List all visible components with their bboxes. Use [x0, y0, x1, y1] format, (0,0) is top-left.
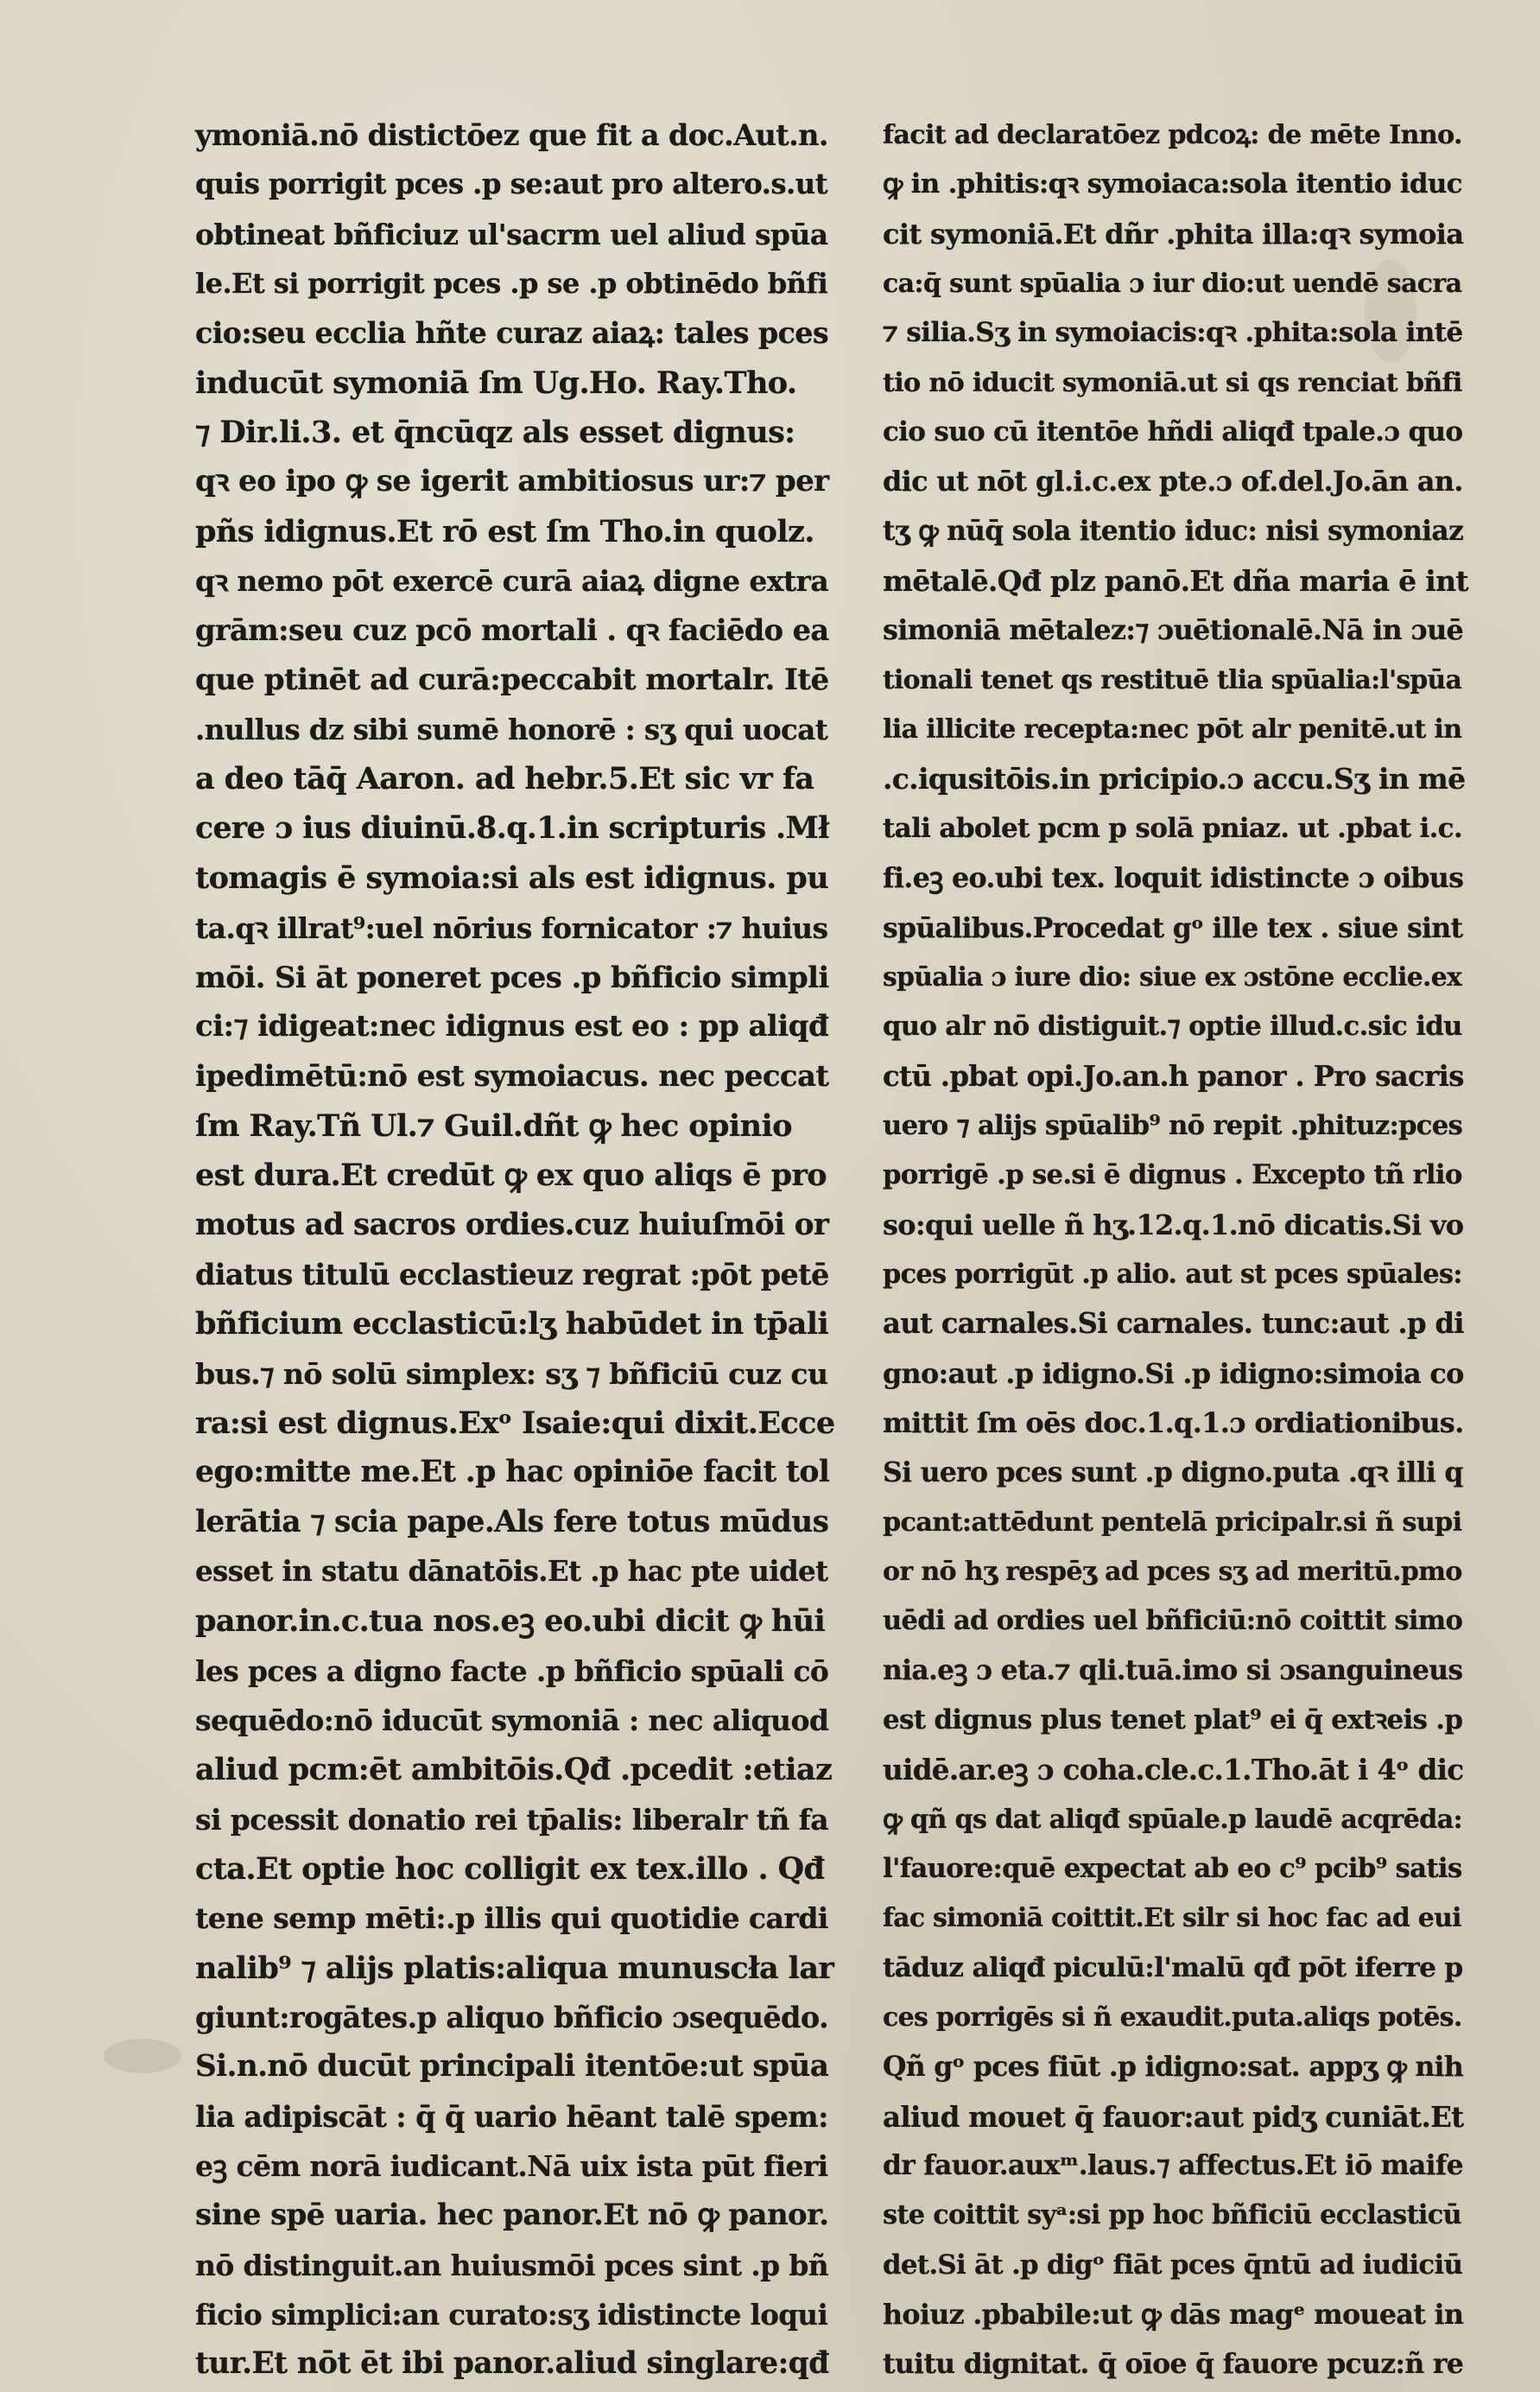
text-line: tāduz aliqđ piculū:l'malū qđ pōt iferre p	[883, 1951, 1463, 1983]
text-line: est dignus plus tenet plat⁹ ei q̄ extꝛeis .p	[883, 1704, 1463, 1735]
text-line: tali abolet pcm p solā pniaz. ut .pbat i.c.	[883, 812, 1463, 844]
text-line: quis porrigit pces .p se:aut pro altero.s.ut	[195, 168, 827, 201]
text-line: so:qui uelle ñ hʒ.12.q.1.nō dicatis.Si vo	[883, 1208, 1464, 1241]
text-line: det.Si āt .p digᵒ fiāt pces q̄ntū ad iudiciū	[883, 2249, 1463, 2281]
text-line: cere ɔ ius diuinū.8.q.1.in scripturis .Mł	[195, 810, 829, 846]
text-line: ctū .pbat opi.Jo.an.h panor . Pro sacris	[883, 1059, 1464, 1093]
text-line: ra:si est dignus.Exᵒ Isaie:qui dixit.Ecce	[195, 1405, 835, 1441]
text-line: a deo tāq̄ Aaron. ad hebr.5.Et sic vr fa	[195, 761, 814, 797]
text-line: tʒ ꝙ nūq̄ sola itentio iduc: nisi symoniaz	[883, 515, 1464, 547]
text-line: porrigē .p se.si ē dignus . Excepto tñ rlio	[883, 1159, 1462, 1191]
text-line: lia adipiscāt : q̄ q̄ uario hēant talē spem:	[195, 2099, 828, 2134]
text-line: nō distinguit.an huiusmōi pces sint .p bñ	[195, 2248, 829, 2282]
text-line: pces porrigūt .p alio. aut st pces spūales:	[883, 1258, 1462, 1290]
text-line: ste coittit syᵃ:si pp hoc bñficiū ecclasticū	[883, 2199, 1461, 2231]
text-line: bus.⁊ nō solū simplex: sʒ ⁊ bñficiū cuz cu	[195, 1356, 828, 1391]
text-line: que ptinēt ad curā:peccabit mortalr. Itē	[195, 662, 829, 697]
text-line: dr fauor.auxᵐ.laus.⁊ affectus.Et iō maife	[883, 2150, 1463, 2182]
text-line: uēdi ad ordies uel bñficiū:nō coittit simo	[883, 1605, 1463, 1637]
text-line: inducūt symoniā ſm Ug.Ho. Ray.Tho.	[195, 365, 797, 401]
text-line: lia illicite recepta:nec pōt alr penitē.ut in	[883, 714, 1462, 746]
right-text-column	[883, 111, 1470, 2381]
text-line: ꝙ in .phitis:qꝛ symoiaca:sola itentio iduc	[883, 168, 1462, 200]
text-line: nia.eꝫ ɔ eta.⁊ qli.tuā.imo si ɔsanguineus	[883, 1654, 1463, 1686]
text-line: mōi. Si āt poneret pces .p bñficio simpli	[195, 959, 829, 994]
text-line: ta.qꝛ illrat⁹:uel nōrius fornicator :⁊ huius	[195, 910, 828, 945]
paper-stain	[104, 2039, 181, 2073]
text-line: aliud mouet q̄ fauor:aut pidʒ cuniāt.Et	[883, 2099, 1464, 2134]
text-line: tomagis ē symoia:si als est idignus. pu	[195, 860, 829, 897]
text-line: hoiuz .pbabile:ut ꝙ dās magᵉ moueat in	[883, 2299, 1464, 2332]
text-line: fi.eꝫ eo.ubi tex. loquit idistincte ɔ oibus	[883, 862, 1464, 895]
text-line: giunt:rogātes.p aliquo bñficio ɔsequēdo.	[195, 2001, 829, 2035]
text-line: aliud pcm:ēt ambitōis.Qđ .pcedit :etiaz	[195, 1752, 833, 1788]
text-line: ⁊ Dir.li.3. et q̄ncūqz als esset dignus:	[195, 415, 795, 451]
text-line: or nō hʒ respēʒ ad pces sʒ ad meritū.pmo	[883, 1556, 1462, 1587]
text-line: tuitu dignitat. q̄ oīoe q̄ fauore pcuz:ñ re	[883, 2348, 1464, 2381]
text-line: cio suo cū itentōe hñdi aliqđ tpale.ɔ quo	[883, 416, 1463, 448]
text-line: est dura.Et credūt ꝙ ex quo aliqs ē pro	[195, 1158, 827, 1194]
text-line: tio nō iducit symoniā.ut si qs renciat bñfi	[883, 367, 1462, 398]
text-line: grām:seu cuz pcō mortali . qꝛ faciēdo ea	[195, 612, 829, 648]
text-line: quo alr nō distiguit.⁊ optie illud.c.sic idu	[883, 1011, 1462, 1043]
text-line: lerātia ⁊ scia pape.Als fere totus mūdus	[195, 1504, 829, 1539]
text-line: si pcessit donatio rei tp̄alis: liberalr tñ fa	[195, 1802, 828, 1837]
text-line: ⁊ silia.Sʒ in symoiacis:qꝛ .phita:sola intē	[883, 317, 1463, 349]
text-line: ſm Ray.Tñ Ul.⁊ Guil.dñt ꝙ hec opinio	[195, 1107, 792, 1144]
text-line: motus ad sacros ordies.cuz huiuſmōi or	[195, 1207, 829, 1242]
text-line: eꝫ cēm norā iudicant.Nā uix ista pūt fieri	[195, 2149, 828, 2184]
text-line: tur.Et nōt ēt ibi panor.aliud singlare:qđ	[195, 2346, 829, 2382]
text-line: ipedimētū:nō est symoiacus. nec peccat	[195, 1058, 829, 1094]
text-line: cit symoniā.Et dñr .phita illa:qꝛ symoia	[883, 217, 1464, 251]
text-line: diatus titulū ecclastieuz regrat :pōt petē	[195, 1257, 829, 1291]
text-line: esset in statu dānatōis.Et .p hac pte uidet	[195, 1554, 828, 1588]
text-line: .nullus dz sibi sumē honorē : sʒ qui uocat	[195, 713, 828, 747]
text-line: nalib⁹ ⁊ alijs platis:aliqua munuscła lar	[195, 1950, 834, 1986]
text-line: Si uero pces sunt .p digno.puta .qꝛ illi q	[883, 1456, 1463, 1489]
text-line: dic ut nōt gl.i.c.ex pte.ɔ of.del.Jo.ān an.	[883, 465, 1463, 498]
text-line: ces porrigēs si ñ exaudit.puta.aliqs potēs.	[883, 2002, 1462, 2034]
text-line: ci:⁊ idigeat:nec idignus est eo : pp aliqđ	[195, 1009, 829, 1044]
text-line: ymoniā.nō distictōez que fit a doc.Aut.n.	[195, 118, 828, 152]
text-line: ego:mitte me.Et .p hac opiniōe facit tol	[195, 1455, 830, 1490]
text-line: ꝙ qñ qs dat aliqđ spūale.p laudē acqrēda:	[883, 1804, 1462, 1835]
text-line: sine spē uaria. hec panor.Et nō ꝙ panor.	[195, 2198, 829, 2233]
text-line: cio:seu ecclia hñte curaz aiaꝝ: tales pces	[195, 316, 829, 351]
text-line: ca:q̄ sunt spūalia ɔ iur dio:ut uendē sacra	[883, 269, 1462, 300]
left-text-column	[195, 111, 836, 2382]
text-line: ficio simplici:an curato:sʒ idistincte loqui	[195, 2298, 828, 2332]
text-line: qꝛ nemo pōt exercē curā aiaꝝ digne extra	[195, 564, 829, 599]
text-line: aut carnales.Si carnales. tunc:aut .p di	[883, 1307, 1464, 1341]
text-line: uero ⁊ alijs spūalib⁹ nō repit .phituz:pces	[883, 1109, 1463, 1141]
text-line: les pces a digno facte .p bñficio spūali cō	[195, 1653, 829, 1688]
text-line: gno:aut .p idigno.Si .p idigno:simoia co	[883, 1356, 1464, 1390]
text-line: tionali tenet qs restituē tlia spūalia:l'spūa	[883, 664, 1462, 695]
text-line: simoniā mētalez:⁊ ɔuētionalē.Nā in ɔuē	[883, 613, 1464, 647]
text-line: uidē.ar.eꝫ ɔ coha.cle.c.1.Tho.āt i 4ᵒ dic	[883, 1753, 1464, 1787]
text-line: .c.iqusitōis.in pricipio.ɔ accu.Sʒ in mē	[883, 762, 1466, 796]
text-line: bñficium ecclasticū:lʒ habūdet in tp̄ali	[195, 1306, 829, 1342]
text-line: panor.in.c.tua nos.eꝫ eo.ubi dicit ꝙ hūi	[195, 1603, 826, 1640]
text-line: mittit ſm oēs doc.1.q.1.ɔ ordiationibus.	[883, 1405, 1464, 1439]
text-line: obtineat bñficiuz ul'sacrm uel aliud spūa	[195, 217, 828, 251]
text-line: spūalia ɔ iure dio: siue ex ɔstōne ecclie.ex	[883, 961, 1462, 993]
text-line: Si.n.nō ducūt principali itentōe:ut spūa	[195, 2049, 829, 2084]
text-line: Qñ gᵒ pces fiūt .p idigno:sat. appʒ ꝙ nih	[883, 2051, 1464, 2084]
text-line: tene semp mēti:.p illis qui quotidie cardi	[195, 1901, 828, 1936]
text-line: fac simoniā coittit.Et silr si hoc fac ad eui	[883, 1903, 1461, 1934]
text-line: le.Et si porrigit pces .p se .p obtinēdo bñfi	[195, 267, 828, 301]
text-line: facit ad declaratōez pdcoꝝ: de mēte Inno.	[883, 120, 1462, 150]
text-line: mētalē.Qđ plz panō.Et dña maria ē int	[883, 564, 1468, 599]
text-line: spūalibus.Procedat gᵒ ille tex . siue sint	[883, 911, 1463, 944]
text-line: cta.Et optie hoc colligit ex tex.illo . Qđ	[195, 1851, 825, 1888]
text-line: pcant:attēdunt pentelā pricipalr.si ñ supi	[883, 1507, 1462, 1538]
text-line: sequēdo:nō iducūt symoniā : nec aliquod	[195, 1704, 829, 1737]
text-line: l'fauore:quē expectat ab eo c⁹ pcib⁹ satis	[883, 1853, 1462, 1885]
text-line: pñs idignus.Et rō est ſm Tho.in quolz.	[195, 513, 814, 549]
text-line: qꝛ eo ipo ꝙ se igerit ambitiosus ur:⁊ per	[195, 464, 829, 499]
